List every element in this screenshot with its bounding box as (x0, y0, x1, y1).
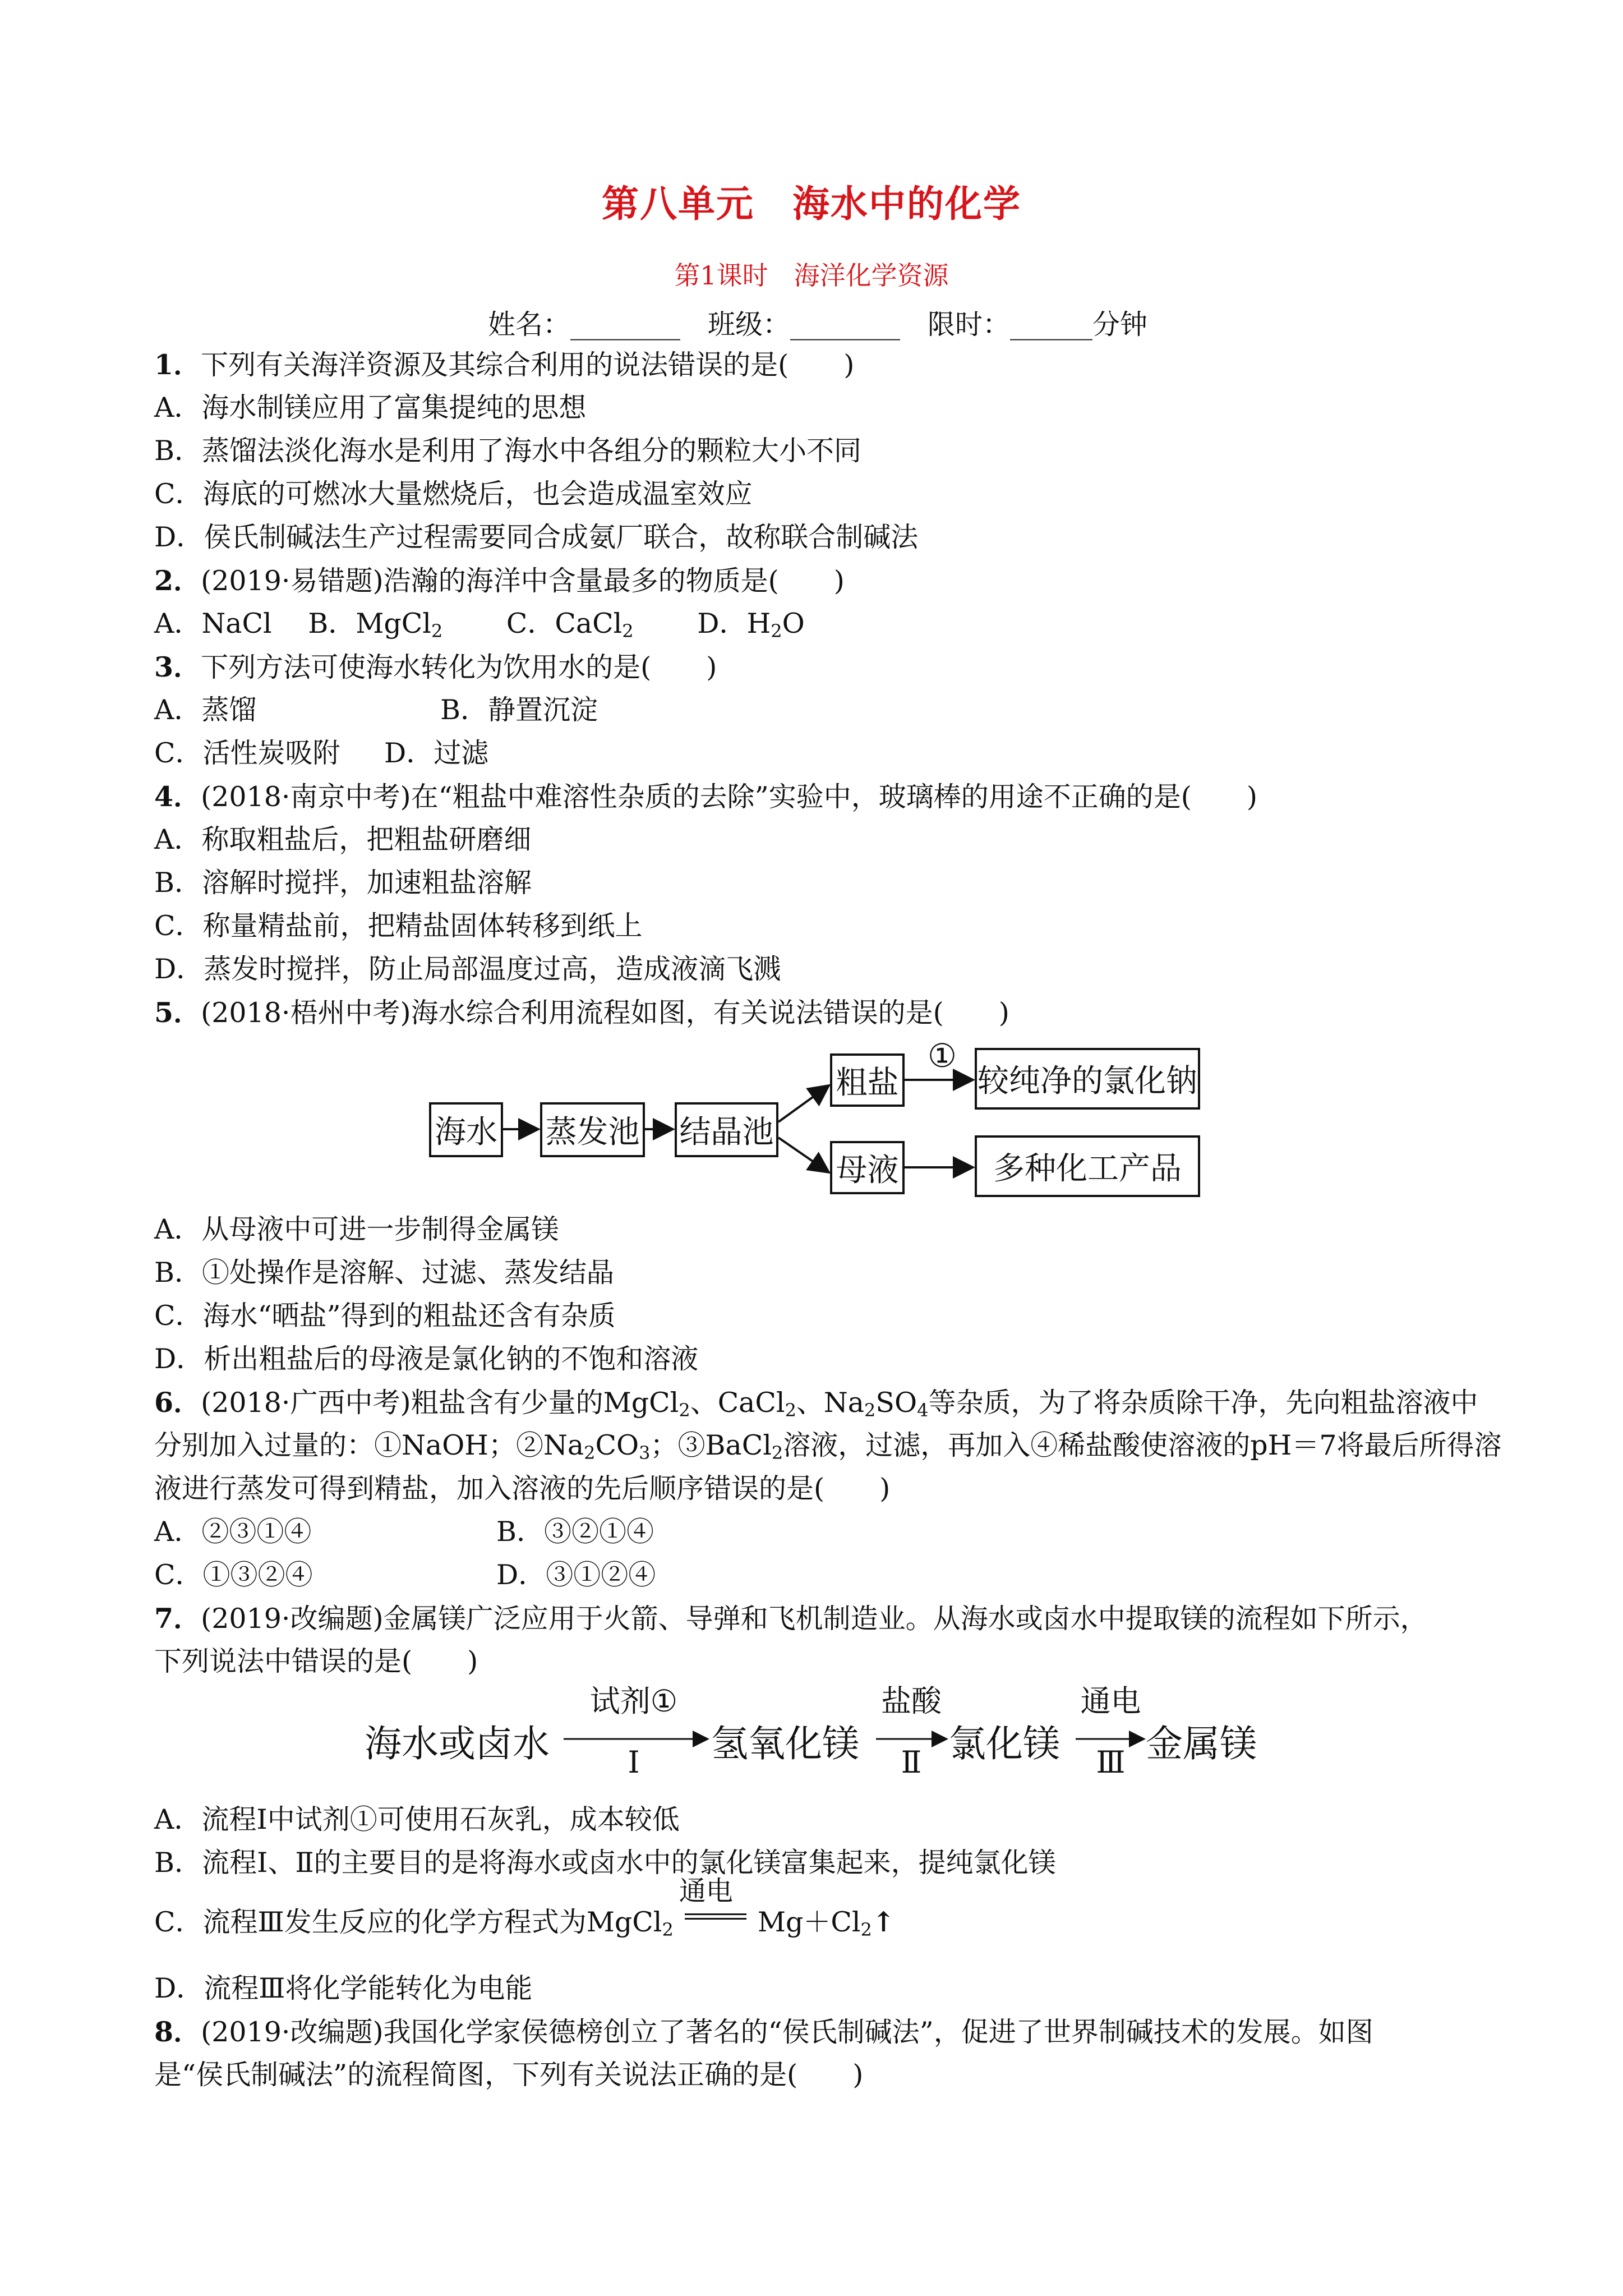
lesson-title: 第1课时 海洋化学资源 (674, 260, 949, 291)
option-1a: A．海水制镁应用了富集提纯的思想 (154, 392, 587, 424)
question-number: 6． (154, 1386, 201, 1419)
option-7c: C．流程Ⅲ发生反应的化学方程式为MgCl$_2$ 通电 $Mg+Cl_2↑$ (154, 1875, 895, 1940)
box-seawater: 海水 (429, 1102, 503, 1157)
question-number: 4． (154, 780, 201, 813)
box-mother-liquor: 母液 (830, 1141, 905, 1194)
question-text: (2018·梧州中考)海水综合利用流程如图，有关说法错误的是( ) (201, 997, 1009, 1029)
question-6-line-1: 6．(2018·广西中考)粗盐含有少量的MgCl$_2$、CaCl$_2$、$Na_2SO_4$等杂质，为了将杂质除干净，先向粗盐溶液中 (154, 1386, 1478, 1421)
box-evaporation-pond: 蒸发池 (540, 1102, 645, 1157)
question-text: (2018·南京中考)在“粗盐中难溶性杂质的去除”实验中，玻璃棒的用途不正确的是( ) (201, 781, 1257, 813)
step-I-label: Ⅰ (628, 1745, 640, 1780)
option-7d: D．流程Ⅲ将化学能转化为电能 (154, 1972, 533, 2004)
option-6c: C．①③②④ (154, 1559, 313, 1591)
reagent-1-label: 试剂① (589, 1683, 678, 1719)
question-8-line-2: 是“侯氏制碱法”的流程简图，下列有关说法正确的是( ) (154, 2059, 864, 2091)
question-text: 下列有关海洋资源及其综合利用的说法错误的是( ) (201, 349, 855, 381)
question-6-line-2: 分别加入过量的：①NaOH；$②Na_2CO_3$；③BaCl$_2$溶液，过滤，再加入④稀盐酸使溶液的pH＝7将最后所得溶 (154, 1429, 1502, 1464)
option-3c: C．活性炭吸附 (154, 737, 340, 769)
question-7-line-2: 下列说法中错误的是( ) (154, 1645, 478, 1677)
option-6b: B．③②①④ (496, 1516, 654, 1548)
question-number: 3． (154, 651, 201, 683)
flow-start-seawater: 海水或卤水 (365, 1722, 550, 1765)
unit-title: 第八单元 海水中的化学 (602, 182, 1021, 226)
option-4a: A．称取粗盐后，把粗盐研磨细 (154, 823, 532, 855)
option-1c: C．海底的可燃冰大量燃烧后，也会造成温室效应 (154, 478, 753, 510)
question-number: 8． (154, 2016, 201, 2048)
option-2d: D．$H_2O$ (697, 608, 805, 642)
option-7a: A．流程Ⅰ中试剂①可使用石灰乳，成本较低 (154, 1803, 680, 1835)
reagent-2-label: 盐酸 (881, 1683, 942, 1719)
question-text: 下列方法可使海水转化为饮用水的是( ) (201, 651, 717, 683)
option-4d: D．蒸发时搅拌，防止局部温度过高，造成液滴飞溅 (154, 953, 781, 985)
option-2a: A．NaCl (154, 608, 272, 639)
option-7b: B．流程Ⅰ、Ⅱ的主要目的是将海水或卤水中的氯化镁富集起来，提纯氯化镁 (154, 1847, 1056, 1879)
question-text: (2019·易错题)浩瀚的海洋中含量最多的物质是( ) (201, 565, 845, 597)
option-1b: B．蒸馏法淡化海水是利用了海水中各组分的颗粒大小不同 (154, 435, 862, 467)
option-3b: B．静置沉淀 (440, 694, 598, 726)
option-6d: D．③①②④ (496, 1559, 656, 1591)
question-7-line-1: 7．(2019·改编题)金属镁广泛应用于火箭、导弹和飞机制造业。从海水或卤水中提取镁的流程如下所示， (154, 1602, 1428, 1635)
option-1d: D．侯氏制碱法生产过程需要同合成氨厂联合，故称联合制碱法 (154, 521, 919, 553)
question-number: 1． (154, 348, 201, 381)
option-5d: D．析出粗盐后的母液是氯化钠的不饱和溶液 (154, 1343, 699, 1375)
step-II-label: Ⅱ (901, 1745, 922, 1780)
question-8-line-1: 8．(2019·改编题)我国化学家侯德榜创立了著名的“侯氏制碱法”，促进了世界制碱技术的发展。如图 (154, 2016, 1373, 2048)
flow-mg-chloride: 氯化镁 (949, 1722, 1060, 1765)
student-info-line: 姓名：________ 班级：________ 限时：______分钟 (488, 309, 1148, 341)
question-number: 7． (154, 1602, 201, 1635)
step-1-label: ① (928, 1037, 957, 1075)
option-3a: A．蒸馏 (154, 694, 257, 726)
flow-metal-mg: 金属镁 (1146, 1722, 1257, 1765)
option-2b: B．MgCl$_2$ (308, 608, 443, 642)
flow-mg-hydroxide: 氢氧化镁 (711, 1722, 859, 1765)
option-4b: B．溶解时搅拌，加速粗盐溶解 (154, 867, 532, 899)
option-5b: B．①处操作是溶解、过滤、蒸发结晶 (154, 1257, 615, 1289)
box-crude-salt: 粗盐 (830, 1053, 905, 1107)
option-6a: A．②③①④ (154, 1516, 312, 1548)
box-pure-nacl: 较纯净的氯化钠 (975, 1048, 1200, 1110)
box-crystallization-pond: 结晶池 (675, 1102, 778, 1157)
reagent-3-label: 通电 (1080, 1683, 1141, 1719)
option-5a: A．从母液中可进一步制得金属镁 (154, 1213, 559, 1245)
question-number: 5． (154, 996, 201, 1029)
box-chemical-products: 多种化工产品 (975, 1135, 1200, 1197)
step-III-label: Ⅲ (1096, 1745, 1126, 1780)
option-2c: C．CaCl$_2$ (506, 608, 634, 642)
option-4c: C．称量精盐前，把精盐固体转移到纸上 (154, 910, 643, 942)
question-6-line-3: 液进行蒸发可得到精盐，加入溶液的先后顺序错误的是( ) (154, 1473, 891, 1504)
option-5c: C．海水“晒盐”得到的粗盐还含有杂质 (154, 1300, 616, 1332)
option-3d: D．过滤 (384, 737, 489, 769)
reaction-condition: 通电 (674, 1909, 758, 1931)
question-number: 2． (154, 564, 201, 597)
